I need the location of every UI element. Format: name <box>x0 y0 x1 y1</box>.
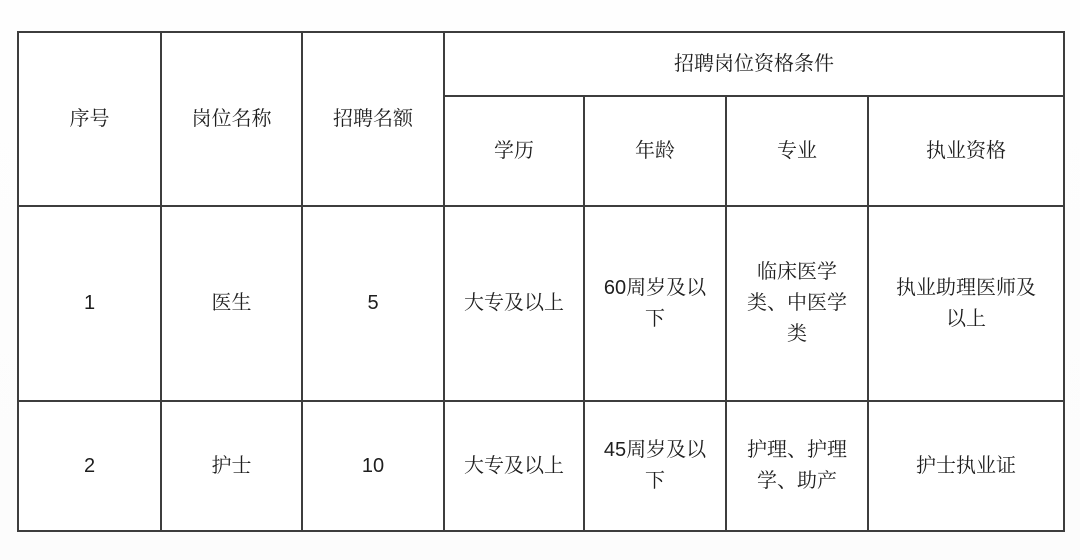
cell-education: 大专及以上 <box>444 206 584 401</box>
cell-major: 临床医学类、中医学类 <box>726 206 868 401</box>
header-quota: 招聘名额 <box>302 32 444 206</box>
cell-serial: 2 <box>18 401 161 531</box>
cell-quota: 10 <box>302 401 444 531</box>
header-serial: 序号 <box>18 32 161 206</box>
cell-position-name: 医生 <box>161 206 302 401</box>
header-age: 年龄 <box>584 96 726 206</box>
header-major: 专业 <box>726 96 868 206</box>
cell-major: 护理、护理学、助产 <box>726 401 868 531</box>
cell-certificate: 护士执业证 <box>868 401 1064 531</box>
recruitment-table <box>17 31 1065 532</box>
cell-quota: 5 <box>302 206 444 401</box>
cell-age: 45周岁及以下 <box>584 401 726 531</box>
header-row-group <box>18 32 1064 96</box>
header-position-name: 岗位名称 <box>161 32 302 206</box>
cell-position-name: 护士 <box>161 401 302 531</box>
cell-certificate: 执业助理医师及以上 <box>868 206 1064 401</box>
header-certificate: 执业资格 <box>868 96 1064 206</box>
cell-serial: 1 <box>18 206 161 401</box>
cell-age: 60周岁及以下 <box>584 206 726 401</box>
header-education: 学历 <box>444 96 584 206</box>
header-qualification-group: 招聘岗位资格条件 <box>444 32 1064 96</box>
table-row-doctor <box>18 206 1064 401</box>
table-row-nurse <box>18 401 1064 531</box>
cell-education: 大专及以上 <box>444 401 584 531</box>
